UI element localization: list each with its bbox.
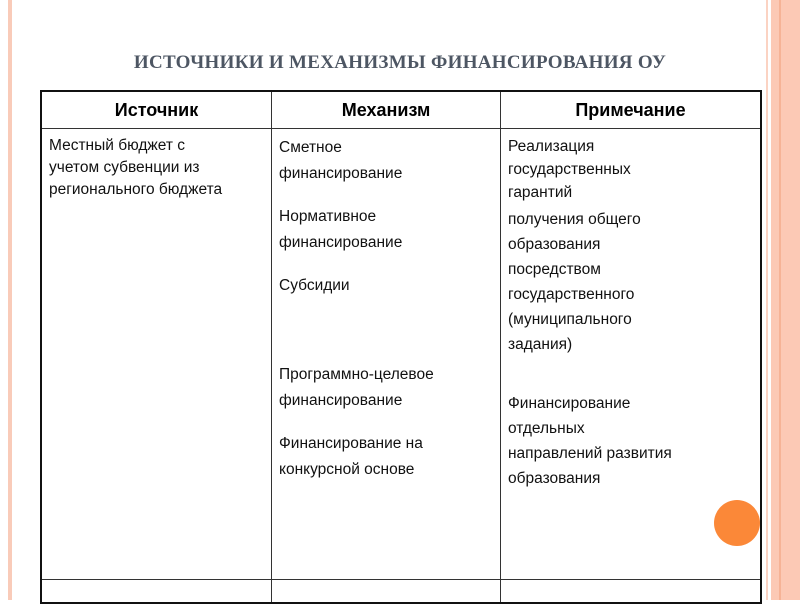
cell-line: Реализация [508, 138, 595, 155]
table-row-empty [41, 580, 761, 604]
header-note: Примечание [501, 91, 762, 129]
slide-title: ИСТОЧНИКИ И МЕХАНИЗМЫ ФИНАНСИРОВАНИЯ ОУ [133, 52, 667, 73]
right-decor-line [766, 0, 768, 600]
cell-line: Финансирование на [279, 435, 423, 452]
cell-line: Субсидии [279, 277, 350, 294]
right-decor-line-inner [779, 0, 781, 600]
mechanism-item [279, 135, 493, 187]
cell-line: финансирование [279, 392, 403, 409]
cell-line: государственных [508, 161, 631, 178]
mechanism-cell [272, 129, 501, 580]
cell-line: Нормативное [279, 208, 377, 225]
mechanism-item [279, 431, 493, 483]
cell-line: посредством [508, 261, 601, 278]
empty-cell [272, 580, 501, 604]
cell-line: Местный бюджет с [49, 137, 186, 154]
cell-line: гарантий [508, 184, 573, 201]
cell-line: учетом субвенции из [49, 159, 200, 176]
left-decor-strip [8, 0, 12, 600]
mechanism-item [279, 273, 493, 299]
header-source: Источник [41, 91, 272, 129]
note-item [508, 391, 753, 491]
mechanism-item [279, 362, 493, 414]
orange-circle-decoration [714, 500, 760, 546]
financing-table [40, 90, 762, 604]
note-item [508, 135, 753, 204]
mechanism-item [279, 204, 493, 256]
cell-line: Сметное [279, 139, 342, 156]
empty-cell [501, 580, 762, 604]
table-row [41, 129, 761, 580]
cell-line: конкурсной основе [279, 461, 415, 478]
cell-line: Финансирование [508, 395, 631, 412]
source-cell [41, 129, 272, 580]
header-mechanism: Механизм [272, 91, 501, 129]
cell-line: государственного [508, 286, 635, 303]
cell-line: образования [508, 470, 601, 487]
cell-line: образования [508, 236, 601, 253]
cell-line: регионального бюджета [49, 181, 223, 198]
header-row [41, 91, 761, 129]
cell-line: финансирование [279, 234, 403, 251]
note-item [508, 207, 753, 357]
cell-line: финансирование [279, 165, 403, 182]
cell-line: направлений развития [508, 445, 672, 462]
cell-line: получения общего [508, 211, 641, 228]
right-decor-band [771, 0, 800, 600]
empty-cell [41, 580, 272, 604]
cell-line: Программно-целевое [279, 366, 434, 383]
cell-line: отдельных [508, 420, 585, 437]
cell-line: (муниципального [508, 311, 632, 328]
cell-line: задания) [508, 336, 573, 353]
